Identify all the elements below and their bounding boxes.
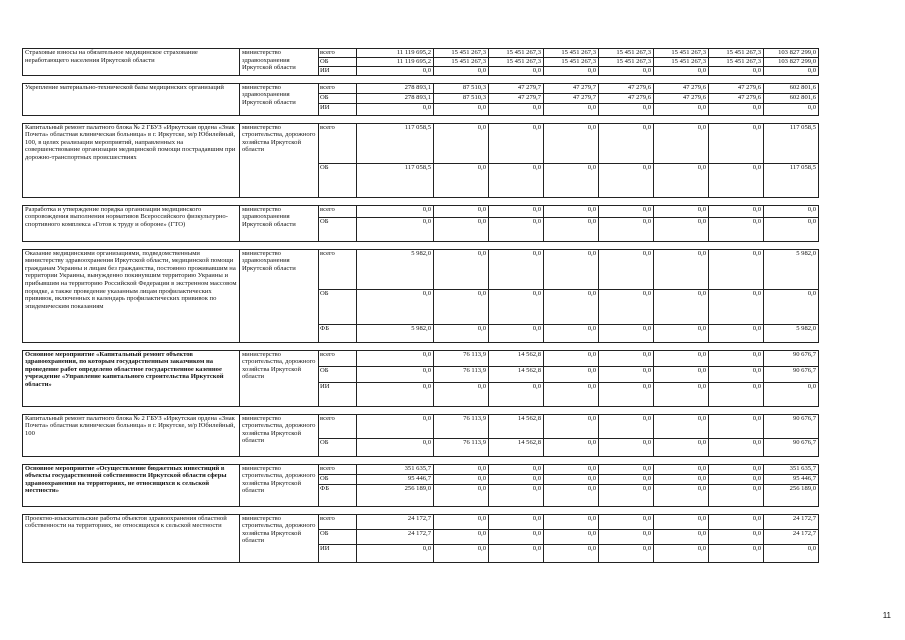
activity-description: Проектно-изыскательские работы объектов здравоохранения областной собственности на территориях, не относящихся к сельской местности [23, 514, 240, 562]
block-spacer [23, 342, 819, 350]
funding-source: ИИ [319, 382, 357, 406]
year-value: 15 451 267,3 [654, 58, 709, 67]
total-value: 90 676,7 [764, 438, 819, 456]
total-value: 0,0 [764, 217, 819, 241]
year-value: 0,0 [599, 464, 654, 474]
year-value: 0,0 [654, 205, 709, 217]
year-value: 0,0 [434, 205, 489, 217]
year-value: 0,0 [489, 529, 544, 544]
year-value: 0,0 [489, 289, 544, 324]
total-value: 602 801,6 [764, 93, 819, 103]
table-row [23, 205, 819, 217]
year-value: 11 119 695,2 [357, 49, 434, 58]
year-value: 87 510,3 [434, 93, 489, 103]
total-value: 95 446,7 [764, 474, 819, 484]
year-value: 76 113,9 [434, 438, 489, 456]
table-row [23, 123, 819, 163]
activity-description: Оказание медицинскими организациями, подведомственными министерству здравоохранения Иркутской области, медицинской помощи гражданам Украины и лицам без гражданства, постоянно проживавшим на территории Украины, вынужденно покинувшим территорию Украины и прибывшим на территорию Российской Федерации в экстренном массовом порядке, а также проведение указанным лицам профилактических прививок, включенных в календарь профилактических прививок по эпидемическим показаниям [23, 249, 240, 342]
total-value: 90 676,7 [764, 414, 819, 438]
year-value: 0,0 [544, 123, 599, 163]
year-value: 0,0 [599, 544, 654, 562]
responsible-executor: министерство строительства, дорожного хозяйства Иркутской области [240, 123, 319, 197]
total-value: 0,0 [764, 382, 819, 406]
year-value: 0,0 [599, 103, 654, 115]
table-row [23, 414, 819, 438]
year-value: 0,0 [489, 249, 544, 289]
funding-source: ОБ [319, 529, 357, 544]
year-value: 0,0 [599, 67, 654, 76]
funding-source: ФБ [319, 484, 357, 506]
budget-table [22, 48, 819, 563]
year-value: 0,0 [599, 514, 654, 529]
table-row [23, 464, 819, 474]
block-spacer [23, 406, 819, 414]
responsible-executor: министерство строительства, дорожного хозяйства Иркутской области [240, 350, 319, 406]
activity-description: Укрепление материально-технической базы медицинских организаций [23, 83, 240, 115]
funding-source: ОБ [319, 474, 357, 484]
year-value: 0,0 [709, 544, 764, 562]
year-value: 0,0 [544, 67, 599, 76]
year-value: 0,0 [709, 249, 764, 289]
funding-source: ИИ [319, 544, 357, 562]
year-value: 0,0 [599, 123, 654, 163]
funding-source: ОБ [319, 93, 357, 103]
year-value: 0,0 [544, 544, 599, 562]
spacer-cell [23, 342, 819, 350]
year-value: 0,0 [544, 350, 599, 366]
block-spacer [23, 241, 819, 249]
block-spacer [23, 506, 819, 514]
funding-source: ОБ [319, 289, 357, 324]
total-value: 90 676,7 [764, 366, 819, 382]
total-value: 90 676,7 [764, 350, 819, 366]
total-value: 0,0 [764, 544, 819, 562]
responsible-executor: министерство здравоохранения Иркутской области [240, 49, 319, 76]
year-value: 0,0 [544, 249, 599, 289]
year-value: 0,0 [434, 163, 489, 197]
year-value: 0,0 [654, 514, 709, 529]
year-value: 0,0 [357, 67, 434, 76]
year-value: 47 279,6 [599, 93, 654, 103]
year-value: 0,0 [544, 366, 599, 382]
total-value: 602 801,6 [764, 83, 819, 93]
spacer-cell [23, 197, 819, 205]
year-value: 14 562,8 [489, 414, 544, 438]
block-spacer [23, 115, 819, 123]
year-value: 0,0 [489, 205, 544, 217]
year-value: 0,0 [544, 205, 599, 217]
block-spacer [23, 75, 819, 83]
spacer-cell [23, 115, 819, 123]
total-value: 256 189,0 [764, 484, 819, 506]
year-value: 0,0 [599, 414, 654, 438]
total-value: 24 172,7 [764, 514, 819, 529]
year-value: 15 451 267,3 [654, 49, 709, 58]
year-value: 0,0 [709, 103, 764, 115]
year-value: 0,0 [709, 464, 764, 474]
responsible-executor: министерство строительства, дорожного хозяйства Иркутской области [240, 464, 319, 506]
table-row [23, 350, 819, 366]
year-value: 0,0 [434, 123, 489, 163]
activity-description: Основное мероприятие «Осуществление бюджетных инвестиций в объекты государственной собственности Иркутской области сферы здравоохранения на территориях, не относящихся к сельской местности» [23, 464, 240, 506]
year-value: 0,0 [599, 249, 654, 289]
funding-source: ОБ [319, 366, 357, 382]
year-value: 0,0 [709, 484, 764, 506]
year-value: 0,0 [709, 123, 764, 163]
year-value: 47 279,6 [654, 93, 709, 103]
funding-source: всего [319, 514, 357, 529]
year-value: 47 279,6 [599, 83, 654, 93]
responsible-executor: министерство строительства, дорожного хозяйства Иркутской области [240, 514, 319, 562]
year-value: 0,0 [599, 205, 654, 217]
total-value: 117 058,5 [764, 123, 819, 163]
year-value: 0,0 [599, 350, 654, 366]
year-value: 0,0 [709, 350, 764, 366]
year-value: 0,0 [357, 438, 434, 456]
year-value: 0,0 [434, 514, 489, 529]
year-value: 15 451 267,3 [489, 58, 544, 67]
year-value: 14 562,8 [489, 438, 544, 456]
year-value: 0,0 [434, 464, 489, 474]
funding-source: ОБ [319, 438, 357, 456]
total-value: 351 635,7 [764, 464, 819, 474]
year-value: 0,0 [489, 163, 544, 197]
year-value: 117 058,5 [357, 123, 434, 163]
funding-source: ОБ [319, 163, 357, 197]
year-value: 0,0 [434, 324, 489, 342]
year-value: 0,0 [654, 163, 709, 197]
page-number: 11 [882, 611, 891, 620]
year-value: 0,0 [599, 324, 654, 342]
year-value: 0,0 [489, 514, 544, 529]
year-value: 15 451 267,3 [544, 49, 599, 58]
funding-source: всего [319, 249, 357, 289]
year-value: 0,0 [709, 324, 764, 342]
year-value: 0,0 [709, 366, 764, 382]
year-value: 0,0 [544, 474, 599, 484]
year-value: 0,0 [709, 205, 764, 217]
year-value: 0,0 [544, 464, 599, 474]
year-value: 24 172,7 [357, 529, 434, 544]
year-value: 0,0 [544, 414, 599, 438]
total-value: 24 172,7 [764, 529, 819, 544]
year-value: 76 113,9 [434, 366, 489, 382]
year-value: 0,0 [709, 438, 764, 456]
year-value: 0,0 [544, 529, 599, 544]
funding-source: ИИ [319, 67, 357, 76]
total-value: 103 827 299,0 [764, 58, 819, 67]
year-value: 0,0 [709, 163, 764, 197]
funding-source: ОБ [319, 217, 357, 241]
year-value: 47 279,7 [544, 93, 599, 103]
year-value: 0,0 [709, 514, 764, 529]
year-value: 0,0 [489, 103, 544, 115]
year-value: 0,0 [489, 474, 544, 484]
spacer-cell [23, 75, 819, 83]
funding-source: ФБ [319, 324, 357, 342]
year-value: 0,0 [544, 438, 599, 456]
year-value: 0,0 [654, 484, 709, 506]
table-row [23, 514, 819, 529]
funding-source: всего [319, 464, 357, 474]
year-value: 76 113,9 [434, 414, 489, 438]
year-value: 0,0 [544, 484, 599, 506]
year-value: 0,0 [434, 544, 489, 562]
table-body [23, 49, 819, 563]
total-value: 117 058,5 [764, 163, 819, 197]
year-value: 0,0 [709, 217, 764, 241]
funding-source: всего [319, 205, 357, 217]
spacer-cell [23, 241, 819, 249]
year-value: 0,0 [654, 350, 709, 366]
year-value: 0,0 [544, 514, 599, 529]
year-value: 14 562,8 [489, 366, 544, 382]
funding-source: ИИ [319, 103, 357, 115]
year-value: 0,0 [357, 350, 434, 366]
funding-source: всего [319, 123, 357, 163]
year-value: 278 893,1 [357, 93, 434, 103]
year-value: 117 058,5 [357, 163, 434, 197]
activity-description: Капитальный ремонт палатного блока № 2 ГБУЗ «Иркутская ордена «Знак Почета» областная клиническая больница» в г. Иркутске, м/р Юбилейный, 100 [23, 414, 240, 456]
year-value: 0,0 [599, 529, 654, 544]
year-value: 0,0 [654, 103, 709, 115]
year-value: 0,0 [599, 438, 654, 456]
year-value: 47 279,6 [709, 93, 764, 103]
spacer-cell [23, 406, 819, 414]
year-value: 0,0 [434, 529, 489, 544]
funding-source: всего [319, 49, 357, 58]
activity-description: Основное мероприятие «Капитальный ремонт объектов здравоохранения, по которым государственным заказчиком на проведение работ определено областное государственное казенное учреждение «Управление капитального строительства Иркутской области» [23, 350, 240, 406]
total-value: 0,0 [764, 289, 819, 324]
year-value: 15 451 267,3 [709, 49, 764, 58]
year-value: 0,0 [654, 67, 709, 76]
year-value: 0,0 [489, 324, 544, 342]
year-value: 0,0 [654, 324, 709, 342]
responsible-executor: министерство здравоохранения Иркутской области [240, 205, 319, 241]
spacer-cell [23, 506, 819, 514]
year-value: 0,0 [434, 217, 489, 241]
year-value: 0,0 [709, 414, 764, 438]
year-value: 0,0 [544, 382, 599, 406]
year-value: 15 451 267,3 [434, 58, 489, 67]
table-row [23, 49, 819, 58]
year-value: 15 451 267,3 [544, 58, 599, 67]
table-row [23, 249, 819, 289]
year-value: 0,0 [654, 464, 709, 474]
year-value: 15 451 267,3 [489, 49, 544, 58]
total-value: 5 982,0 [764, 249, 819, 289]
year-value: 0,0 [654, 123, 709, 163]
year-value: 0,0 [709, 382, 764, 406]
year-value: 0,0 [489, 484, 544, 506]
year-value: 15 451 267,3 [599, 58, 654, 67]
activity-description: Страховые взносы на обязательное медицинское страхование неработающего населения Иркутской области [23, 49, 240, 76]
year-value: 0,0 [489, 67, 544, 76]
year-value: 0,0 [544, 163, 599, 197]
year-value: 47 279,6 [654, 83, 709, 93]
activity-description: Разработка и утверждение порядка организации медицинского сопровождения выполнения нормативов Всероссийского физкультурно-спортивного комплекса «Готов к труду и обороне» (ГТО) [23, 205, 240, 241]
year-value: 0,0 [709, 474, 764, 484]
responsible-executor: министерство строительства, дорожного хозяйства Иркутской области [240, 414, 319, 456]
year-value: 0,0 [357, 205, 434, 217]
year-value: 0,0 [357, 289, 434, 324]
activity-description: Капитальный ремонт палатного блока № 2 ГБУЗ «Иркутская ордена «Знак Почета» областная клиническая больница» в г. Иркутске, м/р Юбилейный, 100, в целях реализации мероприятий, направленных на совершенствование организации медицинской помощи пострадавшим при дорожно-транспортных происшествиях [23, 123, 240, 197]
funding-source: ОБ [319, 58, 357, 67]
year-value: 0,0 [654, 529, 709, 544]
year-value: 5 982,0 [357, 249, 434, 289]
year-value: 47 279,6 [709, 83, 764, 93]
year-value: 0,0 [434, 484, 489, 506]
year-value: 47 279,7 [489, 83, 544, 93]
year-value: 0,0 [544, 103, 599, 115]
year-value: 0,0 [654, 544, 709, 562]
year-value: 14 562,8 [489, 350, 544, 366]
total-value: 0,0 [764, 67, 819, 76]
total-value: 0,0 [764, 103, 819, 115]
year-value: 0,0 [357, 382, 434, 406]
year-value: 0,0 [434, 249, 489, 289]
total-value: 103 827 299,0 [764, 49, 819, 58]
year-value: 0,0 [654, 249, 709, 289]
year-value: 0,0 [357, 103, 434, 115]
year-value: 0,0 [654, 414, 709, 438]
year-value: 0,0 [599, 289, 654, 324]
year-value: 0,0 [654, 474, 709, 484]
block-spacer [23, 197, 819, 205]
funding-source: всего [319, 414, 357, 438]
year-value: 0,0 [599, 484, 654, 506]
year-value: 0,0 [489, 217, 544, 241]
year-value: 0,0 [489, 123, 544, 163]
year-value: 0,0 [489, 544, 544, 562]
table-row [23, 83, 819, 93]
year-value: 0,0 [434, 382, 489, 406]
year-value: 87 510,3 [434, 83, 489, 93]
year-value: 0,0 [434, 289, 489, 324]
year-value: 15 451 267,3 [709, 58, 764, 67]
year-value: 5 982,0 [357, 324, 434, 342]
year-value: 0,0 [544, 289, 599, 324]
year-value: 15 451 267,3 [599, 49, 654, 58]
year-value: 0,0 [357, 217, 434, 241]
total-value: 0,0 [764, 205, 819, 217]
year-value: 0,0 [434, 67, 489, 76]
year-value: 0,0 [709, 67, 764, 76]
year-value: 0,0 [599, 163, 654, 197]
year-value: 0,0 [654, 217, 709, 241]
year-value: 0,0 [709, 289, 764, 324]
total-value: 5 982,0 [764, 324, 819, 342]
funding-source: всего [319, 83, 357, 93]
year-value: 95 446,7 [357, 474, 434, 484]
year-value: 0,0 [434, 103, 489, 115]
year-value: 0,0 [599, 474, 654, 484]
year-value: 47 279,7 [489, 93, 544, 103]
year-value: 76 113,9 [434, 350, 489, 366]
block-spacer [23, 456, 819, 464]
year-value: 0,0 [599, 382, 654, 406]
year-value: 0,0 [654, 382, 709, 406]
year-value: 0,0 [654, 289, 709, 324]
year-value: 0,0 [357, 544, 434, 562]
year-value: 0,0 [357, 414, 434, 438]
year-value: 0,0 [489, 382, 544, 406]
year-value: 0,0 [489, 464, 544, 474]
year-value: 256 189,0 [357, 484, 434, 506]
year-value: 0,0 [599, 217, 654, 241]
year-value: 24 172,7 [357, 514, 434, 529]
responsible-executor: министерство здравоохранения Иркутской области [240, 83, 319, 115]
funding-source: всего [319, 350, 357, 366]
year-value: 0,0 [709, 529, 764, 544]
year-value: 0,0 [544, 324, 599, 342]
year-value: 0,0 [544, 217, 599, 241]
year-value: 351 635,7 [357, 464, 434, 474]
spacer-cell [23, 456, 819, 464]
year-value: 0,0 [654, 366, 709, 382]
year-value: 0,0 [357, 366, 434, 382]
year-value: 0,0 [599, 366, 654, 382]
year-value: 278 893,1 [357, 83, 434, 93]
year-value: 11 119 695,2 [357, 58, 434, 67]
year-value: 47 279,7 [544, 83, 599, 93]
year-value: 0,0 [434, 474, 489, 484]
year-value: 0,0 [654, 438, 709, 456]
year-value: 15 451 267,3 [434, 49, 489, 58]
responsible-executor: министерство здравоохранения Иркутской области [240, 249, 319, 342]
